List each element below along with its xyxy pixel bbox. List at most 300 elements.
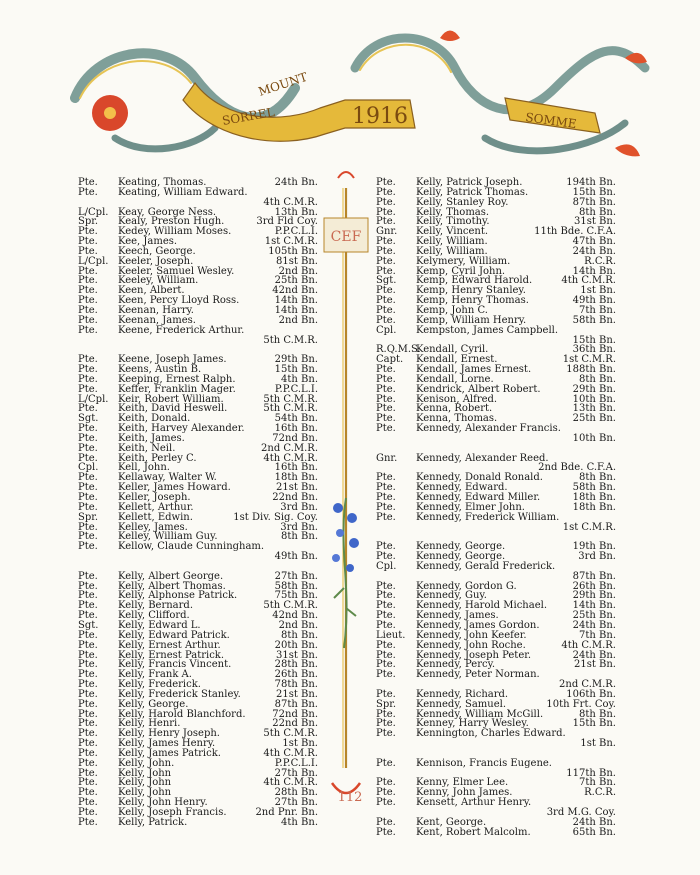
entry-unit: P.P.C.L.I.	[274, 757, 318, 769]
entry-name: Kelly, John	[118, 767, 172, 779]
entry-name: Kent, George.	[416, 816, 487, 828]
entry-unit: P.P.C.L.I.	[274, 226, 318, 238]
entry-name: Keen, Percy Lloyd Ross.	[118, 295, 240, 307]
entry-name: Keller, James Howard.	[118, 482, 231, 494]
entry-unit: 2nd Bn.	[278, 619, 318, 631]
roll-entry	[376, 326, 616, 336]
entry-name: Kemp, Henry Stanley.	[416, 285, 526, 297]
cef-monogram	[324, 218, 368, 252]
entry-unit: 13th Bn.	[572, 403, 616, 415]
entry-unit: 4th C.M.R.	[561, 639, 616, 651]
entry-rank: Pte.	[78, 304, 98, 316]
entry-rank: Pte.	[376, 295, 396, 307]
entry-unit: 13th Bn.	[274, 206, 318, 218]
entry-unit: 28th Bn.	[274, 659, 318, 671]
entry-rank: Pte.	[376, 393, 396, 405]
entry-name: Keen, Albert.	[118, 285, 185, 297]
entry-unit: 24th Bn.	[572, 245, 616, 257]
entry-rank: Pte.	[376, 177, 396, 188]
entry-rank: Pte.	[376, 688, 396, 700]
entry-rank: Pte.	[78, 639, 98, 651]
entry-name: Kelly, Ernest Arthur.	[118, 639, 221, 651]
entry-unit: 1st Bn.	[580, 285, 616, 297]
entry-name: Keating, William Edward.	[118, 186, 248, 198]
entry-rank: Gnr.	[376, 226, 398, 238]
entry-unit: 29th Bn.	[274, 354, 318, 366]
entry-unit-continued: 3rd M.G. Coy.	[546, 807, 616, 818]
entry-unit: 194th Bn.	[566, 177, 616, 188]
entry-unit: 105th Bn.	[268, 245, 318, 257]
entry-name: Kenney, Harry Wesley.	[416, 718, 529, 730]
entry-rank: Pte.	[78, 452, 98, 464]
entry-name: Kelly, Henry Joseph.	[118, 728, 220, 740]
entry-unit: 22nd Bn.	[272, 718, 318, 730]
header-illumination	[55, 28, 655, 168]
entry-name: Kendall, James Ernest.	[416, 364, 532, 376]
entry-unit: 4th Bn.	[281, 373, 318, 385]
entry-rank: Pte.	[376, 797, 396, 809]
entry-unit: 5th C.M.R.	[263, 600, 318, 612]
entry-unit: 65th Bn.	[572, 826, 616, 838]
entry-unit: 72nd Bn.	[272, 432, 318, 444]
entry-rank: Pte.	[78, 757, 98, 769]
entry-name: Keith, Neil.	[118, 442, 176, 454]
entry-name: Kemp, William Henry.	[416, 314, 527, 326]
entry-unit: 1st Div. Sig. Coy.	[233, 511, 318, 523]
entry-name: Kendall, Ernest.	[416, 354, 498, 366]
roll-entry	[376, 670, 616, 680]
entry-unit: 31st Bn.	[275, 649, 318, 661]
entry-rank: Gnr.	[376, 452, 398, 464]
entry-unit: 1st C.M.R.	[562, 354, 616, 366]
entry-unit: R.C.R.	[584, 255, 616, 267]
entry-name: Kemp, Cyril John.	[416, 265, 506, 277]
entry-unit: 21st Bn.	[275, 688, 318, 700]
entry-rank: Spr.	[376, 698, 397, 710]
entry-name: Kelly, Bernard.	[118, 600, 194, 612]
roll-entry	[78, 326, 318, 336]
entry-name: Kelly, Frank A.	[118, 669, 192, 681]
entry-name: Kennedy, George.	[416, 551, 506, 563]
entry-unit: 58th Bn.	[274, 580, 318, 592]
entry-name: Kennedy, William McGill.	[416, 708, 544, 720]
entry-unit: 5th C.M.R.	[263, 403, 318, 415]
entry-rank: Pte.	[376, 314, 396, 326]
entry-rank: Pte.	[376, 649, 396, 661]
entry-rank: Pte.	[78, 226, 98, 238]
roll-entry	[376, 759, 616, 769]
roll-entry	[376, 562, 616, 572]
entry-name: Kellaway, Walter W.	[118, 472, 217, 484]
entry-name: Keech, George.	[118, 245, 196, 257]
entry-name: Kelly, John	[118, 787, 172, 799]
red-flower-icon	[92, 95, 128, 131]
entry-unit: 78th Bn.	[274, 679, 318, 691]
entry-unit: 58th Bn.	[572, 482, 616, 494]
entry-rank: Pte.	[376, 285, 396, 297]
entry-rank: Pte.	[376, 816, 396, 828]
entry-name: Keenan, James.	[118, 314, 196, 326]
entry-rank: Pte.	[376, 718, 396, 730]
entry-rank: Pte.	[78, 580, 98, 592]
entry-name: Kelly, Frederick.	[118, 679, 201, 691]
entry-name: Kennedy, John Keefer.	[416, 629, 527, 641]
entry-rank: Sgt.	[78, 619, 99, 631]
entry-rank: Pte.	[78, 767, 98, 779]
entry-unit: 3rd Bn.	[578, 551, 616, 563]
entry-unit: 3rd Bn.	[280, 501, 318, 513]
entry-name: Kelly, Timothy.	[416, 216, 490, 228]
entry-rank: Pte.	[78, 423, 98, 435]
entry-unit: 8th Bn.	[579, 373, 616, 385]
entry-name: Kelly, William.	[416, 245, 488, 257]
entry-unit: 81st Bn.	[275, 255, 318, 267]
entry-rank: Pte.	[78, 610, 98, 622]
entry-unit: 15th Bn.	[572, 186, 616, 198]
entry-name: Kenison, Alfred.	[416, 393, 498, 405]
cef-monogram-text: CEF	[330, 229, 362, 245]
entry-name: Kennedy, Gordon G.	[416, 580, 517, 592]
entry-unit-continued: 1st C.M.R.	[562, 521, 616, 533]
entry-name: Keay, George Ness.	[118, 206, 217, 218]
entry-rank: Pte.	[376, 619, 396, 631]
entry-unit: 8th Bn.	[281, 629, 318, 641]
entry-rank: Pte.	[78, 442, 98, 454]
entry-rank: Pte.	[376, 236, 396, 248]
roll-entry	[376, 454, 616, 464]
entry-unit: 26th Bn.	[572, 580, 616, 592]
entry-rank: Pte.	[78, 718, 98, 730]
banner-text-year: 1916	[352, 104, 408, 129]
entry-unit-continued: 4th C.M.R.	[263, 196, 318, 208]
entry-name: Kelly, Vincent.	[416, 226, 489, 238]
entry-name: Kelly, John	[118, 777, 172, 789]
entry-name: Kennedy, Alexander Reed.	[416, 452, 549, 464]
entry-rank: Pte.	[78, 688, 98, 700]
entry-rank: Pte.	[78, 472, 98, 484]
roll-entry	[78, 188, 318, 198]
entry-unit: 2nd Bn.	[278, 314, 318, 326]
entry-rank: Sgt.	[78, 413, 99, 425]
entry-rank: Pte.	[78, 236, 98, 248]
entry-name: Kennedy, Elmer John.	[416, 501, 525, 513]
entry-unit: 24th Bn.	[572, 649, 616, 661]
entry-rank: Pte.	[78, 383, 98, 395]
entry-rank: Pte.	[78, 265, 98, 277]
entry-rank: Pte.	[78, 708, 98, 720]
entry-unit: 4th Bn.	[281, 816, 318, 828]
entry-rank: Pte.	[376, 373, 396, 385]
entry-name: Kennedy, Harold Michael.	[416, 600, 547, 612]
entry-name: Kelly, Frederick Stanley.	[118, 688, 241, 700]
acanthus-scrollwork	[75, 38, 645, 151]
entry-rank: Pte.	[376, 206, 396, 218]
entry-name: Kelley, James.	[118, 521, 188, 533]
entry-name: Kelly, Francis Vincent.	[118, 659, 232, 671]
entry-unit: 19th Bn.	[572, 541, 616, 553]
entry-rank: Pte.	[376, 196, 396, 208]
entry-unit: 8th Bn.	[281, 531, 318, 543]
entry-unit: 20th Bn.	[274, 639, 318, 651]
entry-rank: Pte.	[376, 265, 396, 277]
entry-name: Kelly, Alphonse Patrick.	[118, 590, 238, 602]
entry-name: Kelly, Patrick Thomas.	[416, 186, 529, 198]
entry-name: Kelly, Thomas.	[416, 206, 490, 218]
entry-name: Keene, Frederick Arthur.	[118, 324, 245, 336]
entry-name: Kenna, Thomas.	[416, 413, 498, 425]
entry-rank: Pte.	[376, 364, 396, 376]
left-column	[78, 178, 318, 828]
entry-rank: Pte.	[78, 186, 98, 198]
entry-unit: 15th Bn.	[572, 718, 616, 730]
entry-unit: P.P.C.L.I.	[274, 383, 318, 395]
entry-unit: 7th Bn.	[579, 304, 616, 316]
entry-rank: L/Cpl.	[78, 255, 109, 267]
entry-rank: Pte.	[376, 541, 396, 553]
entry-unit: 4th C.M.R.	[263, 777, 318, 789]
entry-unit: 5th C.M.R.	[263, 728, 318, 740]
entry-unit: 54th Bn.	[274, 413, 318, 425]
entry-unit: 27th Bn.	[274, 570, 318, 582]
entry-rank: Pte.	[376, 600, 396, 612]
entry-name: Kelly, John.	[118, 757, 175, 769]
entry-unit: 10th Frt. Coy.	[546, 698, 616, 710]
entry-name: Kennedy, George.	[416, 541, 506, 553]
roll-entry	[78, 542, 318, 552]
entry-rank: Pte.	[78, 807, 98, 818]
entry-name: Kennedy, Gerald Frederick.	[416, 560, 556, 572]
entry-name: Kelly, Henri.	[118, 718, 181, 730]
entry-name: Keeping, Ernest Ralph.	[118, 373, 236, 385]
entry-unit: 8th Bn.	[579, 206, 616, 218]
entry-unit: 27th Bn.	[274, 797, 318, 809]
entry-rank: Pte.	[78, 324, 98, 336]
entry-name: Kennedy, James.	[416, 610, 499, 622]
entry-unit: 8th Bn.	[579, 708, 616, 720]
entry-rank: Pte.	[376, 551, 396, 563]
entry-name: Keir, Robert William.	[118, 393, 224, 405]
entry-name: Keenan, Harry.	[118, 304, 194, 316]
entry-unit: 18th Bn.	[572, 492, 616, 503]
entry-rank: Pte.	[376, 728, 396, 740]
entry-unit: 49th Bn.	[572, 295, 616, 307]
entry-rank: Pte.	[376, 787, 396, 799]
entry-unit: 58th Bn.	[572, 314, 616, 326]
entry-name: Kenna, Robert.	[416, 403, 493, 415]
entry-rank: Pte.	[78, 285, 98, 297]
entry-rank: Pte.	[78, 649, 98, 661]
entry-unit: 4th C.M.R.	[263, 747, 318, 759]
entry-rank: Pte.	[78, 482, 98, 494]
roll-entry	[376, 513, 616, 523]
entry-name: Keeler, Samuel Wesley.	[118, 265, 235, 277]
entry-unit: 4th C.M.R.	[561, 275, 616, 287]
entry-unit: 27th Bn.	[274, 767, 318, 779]
entry-rank: Pte.	[78, 521, 98, 533]
entry-unit: 18th Bn.	[274, 472, 318, 484]
entry-name: Kemp, John C.	[416, 304, 488, 316]
entry-rank: Pte.	[376, 610, 396, 622]
entry-unit: 29th Bn.	[572, 590, 616, 602]
entry-rank: Pte.	[78, 403, 98, 415]
entry-rank: Pte.	[78, 777, 98, 789]
entry-name: Kelly, Edward L.	[118, 619, 201, 631]
entry-unit: 2nd Bn.	[278, 265, 318, 277]
entry-unit: 47th Bn.	[572, 236, 616, 248]
entry-unit: 5th C.M.R.	[263, 393, 318, 405]
entry-name: Kennington, Charles Edward.	[416, 728, 566, 740]
entry-name: Keeley, William.	[118, 275, 199, 287]
entry-rank: Pte.	[78, 275, 98, 287]
entry-rank: Pte.	[376, 255, 396, 267]
entry-unit: 14th Bn.	[274, 295, 318, 307]
entry-unit: 22nd Bn.	[272, 492, 318, 503]
entry-rank: Pte.	[78, 747, 98, 759]
entry-rank: Pte.	[78, 295, 98, 307]
entry-unit: 4th C.M.R.	[263, 452, 318, 464]
entry-rank: Pte.	[78, 373, 98, 385]
entry-name: Keene, Joseph James.	[118, 354, 227, 366]
entry-rank: Pte.	[376, 216, 396, 228]
entry-rank: Pte.	[78, 659, 98, 671]
entry-unit: 31st Bn.	[573, 216, 616, 228]
entry-name: Kennedy, Samuel.	[416, 698, 507, 710]
entry-rank: L/Cpl.	[78, 206, 109, 218]
entry-name: Kennedy, Donald Ronald.	[416, 472, 543, 484]
entry-rank: Capt.	[376, 354, 404, 366]
entry-unit: 28th Bn.	[274, 787, 318, 799]
entry-name: Keller, Joseph.	[118, 492, 191, 503]
entry-unit: 14th Bn.	[572, 265, 616, 277]
entry-name: Kemp, Edward Harold.	[416, 275, 533, 287]
entry-rank: Pte.	[376, 511, 396, 523]
entry-name: Kelly, Ernest Patrick.	[118, 649, 225, 661]
entry-rank: Spr.	[78, 511, 99, 523]
entry-name: Keating, Thomas.	[118, 177, 207, 188]
entry-name: Kelymery, William.	[416, 255, 511, 267]
entry-name: Keith, David Heswell.	[118, 403, 228, 415]
entry-rank: Spr.	[78, 216, 99, 228]
entry-rank: Pte.	[78, 364, 98, 376]
entry-unit: 16th Bn.	[274, 423, 318, 435]
banner-text-somme: SOMME	[524, 110, 578, 132]
entry-rank: Pte.	[78, 492, 98, 503]
entry-unit: 72nd Bn.	[272, 708, 318, 720]
entry-name: Keith, Harvey Alexander.	[118, 423, 245, 435]
entry-unit: 16th Bn.	[274, 462, 318, 474]
entry-name: Kennedy, Frederick William.	[416, 511, 560, 523]
entry-name: Kelly, Patrick Joseph.	[416, 177, 523, 188]
entry-rank: Pte.	[376, 639, 396, 651]
entry-unit: 21st Bn.	[573, 659, 616, 671]
entry-unit: 24th Bn.	[274, 177, 318, 188]
entry-rank: Pte.	[78, 541, 98, 553]
entry-unit: 3rd Fld Coy.	[256, 216, 318, 228]
entry-unit: 24th Bn.	[572, 816, 616, 828]
banner-text-sorrel: SORREL	[221, 104, 276, 128]
entry-rank: Pte.	[78, 600, 98, 612]
entry-unit: 8th Bn.	[579, 472, 616, 484]
entry-name: Kennedy, Richard.	[416, 688, 509, 700]
entry-rank: Pte.	[376, 580, 396, 592]
roll-entry	[78, 818, 318, 828]
entry-name: Kelly, James Patrick.	[118, 747, 221, 759]
entry-rank: Pte.	[78, 738, 98, 750]
entry-name: Kelly, Patrick.	[118, 816, 188, 828]
entry-rank: Pte.	[78, 629, 98, 641]
entry-rank: Pte.	[78, 570, 98, 582]
entry-unit: 1st Bn.	[282, 738, 318, 750]
entry-rank: Pte.	[376, 492, 396, 503]
entry-name: Kell, John.	[118, 462, 170, 474]
entry-rank: Pte.	[376, 186, 396, 198]
entry-name: Kemp, Henry Thomas.	[416, 295, 529, 307]
entry-unit: 24th Bn.	[572, 619, 616, 631]
entry-unit-continued: 49th Bn.	[274, 551, 318, 563]
entry-rank: Pte.	[376, 423, 396, 435]
entry-name: Kelly, William.	[416, 236, 488, 248]
entry-name: Keffer, Franklin Mager.	[118, 383, 236, 395]
entry-rank: Pte.	[78, 531, 98, 543]
entry-rank: Pte.	[78, 728, 98, 740]
entry-name: Kenny, John James.	[416, 787, 513, 799]
entry-unit: 42nd Bn.	[272, 610, 318, 622]
entry-name: Kennedy, Edward Miller.	[416, 492, 541, 503]
entry-name: Kee, James.	[118, 236, 178, 248]
entry-name: Kellett, Edwin.	[118, 511, 193, 523]
entry-name: Keeler, Joseph.	[118, 255, 194, 267]
entry-name: Kent, Robert Malcolm.	[416, 826, 531, 838]
entry-rank: Pte.	[78, 314, 98, 326]
entry-unit: 7th Bn.	[579, 629, 616, 641]
entry-name: Kennedy, Edward.	[416, 482, 508, 494]
entry-name: Kennedy, Joseph Peter.	[416, 649, 532, 661]
entry-unit-continued: 15th Bn.	[572, 334, 616, 346]
entry-name: Keith, James.	[118, 432, 185, 444]
entry-unit: 2nd Pnr. Bn.	[255, 807, 318, 818]
entry-rank: Pte.	[376, 403, 396, 415]
entry-unit: 188th Bn.	[566, 364, 616, 376]
banner-text-mount: MOUNT	[256, 69, 310, 99]
entry-unit-continued: 117th Bn.	[566, 767, 616, 779]
entry-rank: Pte.	[376, 501, 396, 513]
entry-rank: R.Q.M.S.	[376, 344, 421, 356]
entry-rank: Pte.	[376, 304, 396, 316]
entry-unit: 106th Bn.	[566, 688, 616, 700]
entry-unit-continued: 10th Bn.	[572, 432, 616, 444]
entry-unit: 14th Bn.	[274, 304, 318, 316]
entry-name: Kenny, Elmer Lee.	[416, 777, 509, 789]
entry-name: Kendrick, Albert Robert.	[416, 383, 541, 395]
entry-name: Kelly, Edward Patrick.	[118, 629, 230, 641]
entry-name: Kennedy, Peter Norman.	[416, 669, 540, 681]
entry-unit: 25th Bn.	[274, 275, 318, 287]
entry-unit: 14th Bn.	[572, 600, 616, 612]
entry-unit-continued: 2nd Bde. C.F.A.	[538, 462, 616, 474]
entry-unit: 15th Bn.	[274, 364, 318, 376]
entry-unit-continued: 2nd C.M.R.	[559, 679, 616, 691]
entry-rank: Pte.	[376, 413, 396, 425]
entry-unit: 29th Bn.	[572, 383, 616, 395]
entry-unit: 1st C.M.R.	[264, 236, 318, 248]
entry-name: Kennison, Francis Eugene.	[416, 757, 552, 769]
entry-rank: Lieut.	[376, 629, 406, 641]
entry-name: Kennedy, Percy.	[416, 659, 496, 671]
entry-name: Kempston, James Campbell.	[416, 324, 559, 336]
entry-name: Keith, Perley C.	[118, 452, 197, 464]
entry-rank: Pte.	[78, 797, 98, 809]
entry-rank: Pte.	[78, 245, 98, 257]
